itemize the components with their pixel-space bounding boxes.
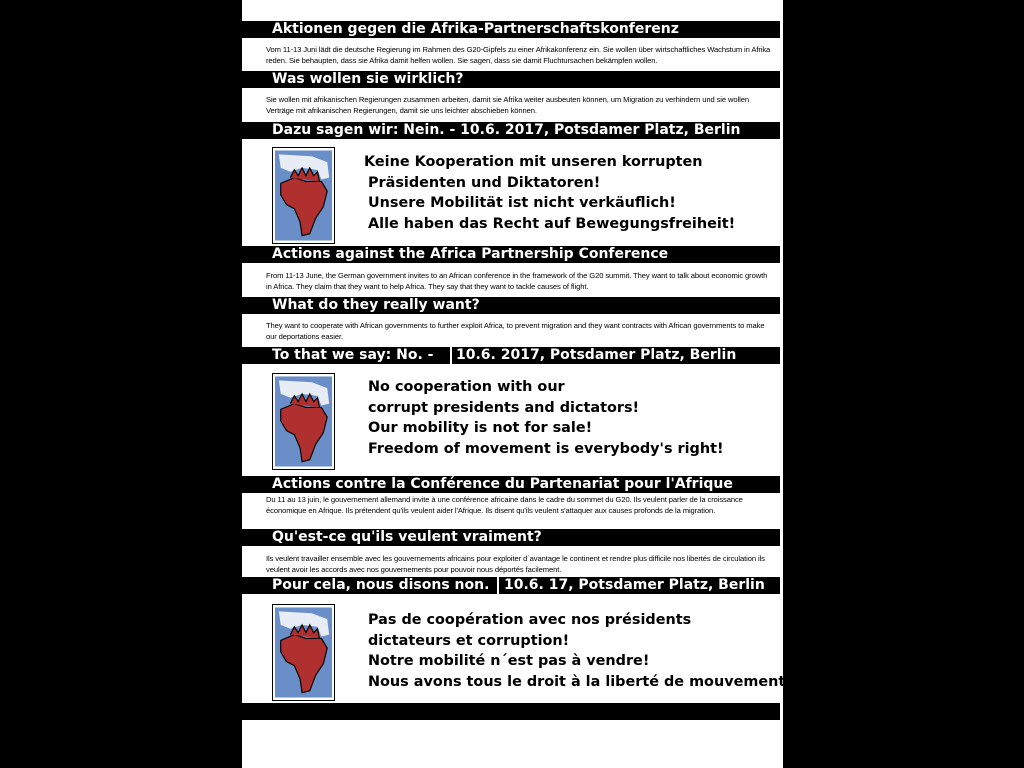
africa-fist-icon bbox=[273, 374, 334, 469]
slogans-de bbox=[364, 152, 736, 234]
call-bar-en bbox=[242, 347, 780, 364]
call-separator-en bbox=[450, 347, 452, 364]
call-bar-de bbox=[242, 122, 780, 139]
slogan-en-4: Freedom of movement is everybody's right! bbox=[368, 440, 724, 457]
question-bar-de bbox=[242, 71, 780, 88]
slogan-de-2: Präsidenten und Diktatoren! bbox=[368, 174, 601, 191]
question-fr: Qu'est-ce qu'ils veulent vraiment? bbox=[272, 529, 542, 545]
footer-bar bbox=[242, 703, 780, 720]
intro-fr: Du 11 au 13 juin, le gouvernement allemand invite à une conférence africaine dans le cadre du sommet du G20. Ils veulent parler de la croissance économique en Afrique. Ils prétendent qu'ils veulent aider l'Afrique. Ils disent qu'ils veulent s'attaquer aux causes profonds de la migration. bbox=[266, 495, 743, 515]
slogan-de-1: Keine Kooperation mit unseren korrupten bbox=[364, 154, 703, 170]
heading-bar-de bbox=[242, 21, 780, 38]
slogan-en-3: Our mobility is not for sale! bbox=[368, 420, 593, 436]
slogan-de-4: Alle haben das Recht auf Bewegungsfreiheit! bbox=[368, 215, 736, 232]
call-fr-b: 10.6. 17, Potsdamer Platz, Berlin bbox=[504, 577, 765, 593]
question-en: What do they really want? bbox=[272, 297, 480, 313]
slogan-en-1: No cooperation with our bbox=[368, 379, 565, 395]
africa-fist-logo-fr bbox=[272, 604, 335, 701]
call-en-a: To that we say: No. - bbox=[272, 347, 434, 363]
africa-fist-logo-en bbox=[272, 373, 335, 470]
heading-bar-fr bbox=[242, 476, 780, 493]
call-bar-fr bbox=[242, 577, 780, 594]
heading-bar-en bbox=[242, 246, 780, 263]
slogan-de-3: Unsere Mobilität ist nicht verkäuflich! bbox=[368, 195, 676, 211]
slogans-en bbox=[368, 377, 724, 459]
slogan-fr-2: dictateurs et corruption! bbox=[368, 632, 570, 649]
answer-fr: Ils veulent travailler ensemble avec les gouvernements africains pour exploiter d´avantage le continent et rendre plus difficile nos libertés de circulation ils veulent avoir les accords avec nos gouvernements pour pouvoir nous déportés facilement. bbox=[266, 554, 765, 574]
africa-fist-icon bbox=[273, 605, 334, 700]
question-bar-fr bbox=[242, 529, 780, 546]
answer-en: They want to cooperate with African governments to further exploit Africa, to prevent migration and they want contracts with African governments to make our deportations easier. bbox=[266, 321, 765, 341]
call-separator-fr bbox=[497, 577, 499, 594]
call-de: Dazu sagen wir: Nein. - 10.6. 2017, Potsdamer Platz, Berlin bbox=[272, 122, 741, 138]
flyer-page bbox=[242, 0, 792, 768]
call-fr-a: Pour cela, nous disons non. bbox=[272, 577, 490, 593]
africa-fist-logo-de bbox=[272, 147, 335, 244]
slogans-fr bbox=[368, 610, 792, 692]
slogan-en-2: corrupt presidents and dictators! bbox=[368, 399, 640, 416]
heading-en: Actions against the Africa Partnership Conference bbox=[272, 246, 669, 262]
answer-de: Sie wollen mit afrikanischen Regierungen zusammen arbeiten, damit sie Afrika weiter ausbeuten können, um Migration zu verhindern und sie wollen Verträge mit afrikanischen Regierungen, damit sie uns leichter abschieben können. bbox=[266, 95, 749, 115]
intro-en: From 11-13 June, the German government invites to an African conference in the framework of the G20 summit. They want to talk about economic growth in Africa. They claim that they want to help Africa. They say that they want to tackle causes of flight. bbox=[266, 271, 768, 291]
question-bar-en bbox=[242, 297, 780, 314]
call-en-b: 10.6. 2017, Potsdamer Platz, Berlin bbox=[456, 347, 737, 363]
heading-de: Aktionen gegen die Afrika-Partnerschaftskonferenz bbox=[272, 21, 679, 37]
slogan-fr-4: Nous avons tous le droit à la liberté de mouvement! bbox=[368, 673, 792, 690]
africa-fist-icon bbox=[273, 148, 334, 243]
intro-de: Vom 11-13 Juni lädt die deutsche Regierung im Rahmen des G20-Gipfels zu einer Afrikakonferenz ein. Sie wollen über wirtschaftliches Wachstum in Afrika reden. Sie behaupten, dass sie Afrika damit helfen wollen. Sie sagen, dass sie damit Fluchtursachen bekämpfen wollen. bbox=[266, 45, 771, 65]
question-de: Was wollen sie wirklich? bbox=[272, 71, 464, 87]
heading-fr: Actions contre la Conférence du Partenariat pour l'Afrique bbox=[272, 476, 733, 492]
slogan-fr-1: Pas de coopération avec nos présidents bbox=[368, 612, 692, 628]
slogan-fr-3: Notre mobilité n´est pas à vendre! bbox=[368, 653, 650, 669]
